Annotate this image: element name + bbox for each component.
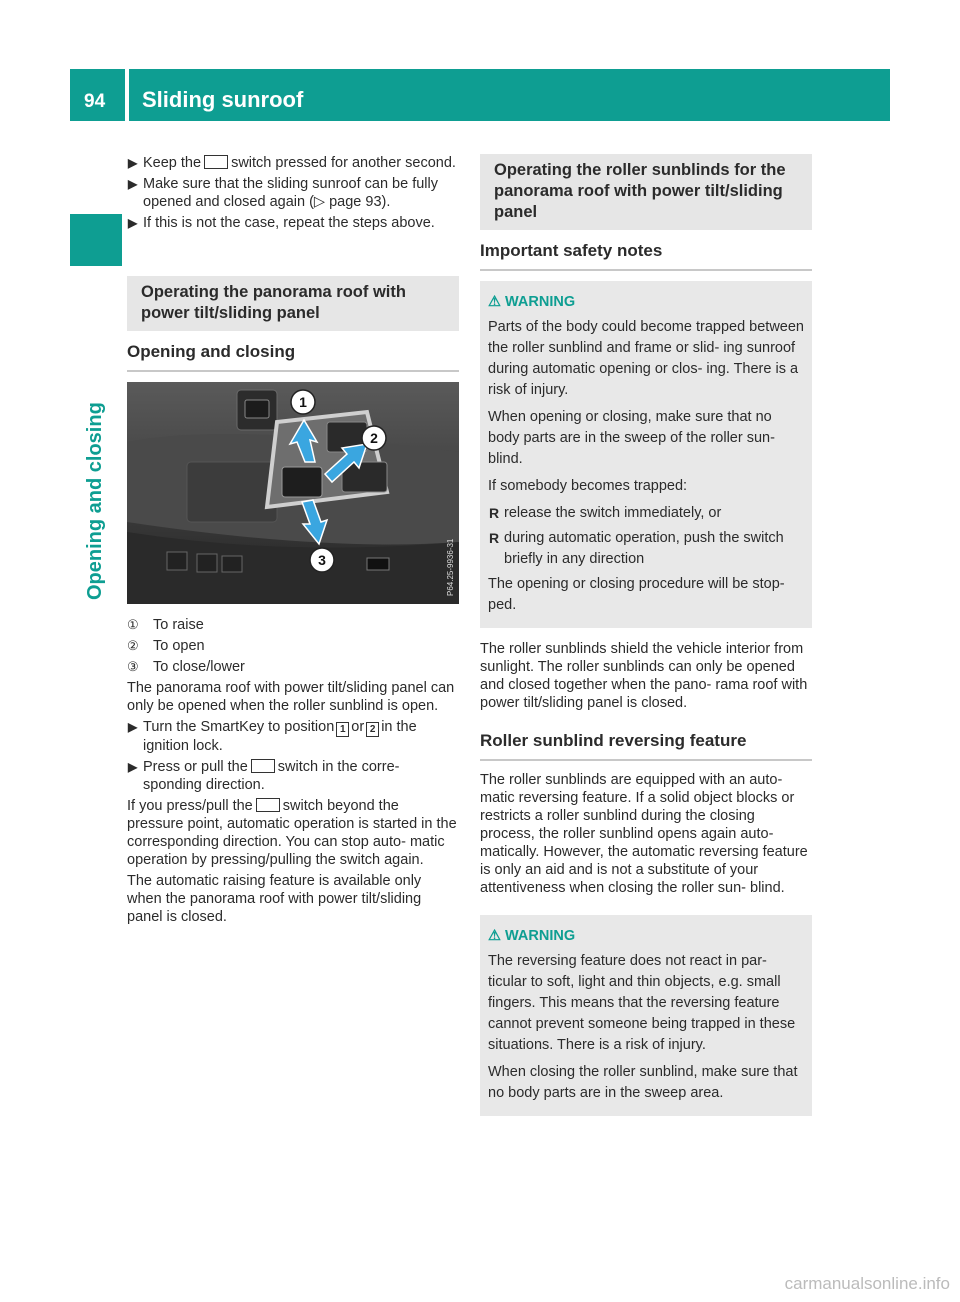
switch-icon xyxy=(204,155,228,169)
svg-text:3: 3 xyxy=(318,552,326,568)
circled-number-2-icon: ② xyxy=(127,638,139,653)
section-title-panorama: Operating the panorama roof with power tilt/sliding panel xyxy=(127,276,459,331)
instruction-keep-pressed: ▶ Keep the switch pressed for another second. xyxy=(128,155,456,171)
arrow-bullet-icon: ▶ xyxy=(128,720,138,734)
paragraph-automatic-operation: If you press/pull the switch beyond the pressure point, automatic operation is started in the corresponding direction. You can stop auto- matic operation by pressing/pulling the switch again. xyxy=(127,798,457,868)
arrow-bullet-icon: ▶ xyxy=(128,216,138,230)
instruction-smartkey: ▶ Turn the SmartKey to position 1 or 2 in the ignition lock. xyxy=(128,719,417,754)
warning-triangle-icon: ⚠ xyxy=(488,294,501,310)
warning-bullet: R during automatic operation, push the switch briefly in any direction xyxy=(489,530,784,567)
page-number: 94 xyxy=(84,91,106,112)
switch-icon xyxy=(256,798,280,812)
page-title: Sliding sunroof xyxy=(142,87,304,112)
arrow-bullet-icon: ▶ xyxy=(128,156,138,170)
arrow-bullet-icon: ▶ xyxy=(128,177,138,191)
instruction-repeat: ▶ If this is not the case, repeat the steps above. xyxy=(128,215,435,231)
left-column xyxy=(127,154,459,929)
svg-text:1: 1 xyxy=(299,394,307,410)
warning-text: The opening or closing procedure will be stop- ped. xyxy=(488,576,785,613)
instruction-check-sunroof: ▶ Make sure that the sliding sunroof can be fully opened and closed again (▷ page 93). xyxy=(128,176,438,210)
warning-text: When opening or closing, make sure that no body parts are in the sweep of the roller sun- blind. xyxy=(488,409,775,467)
warning-bullet: R release the switch immediately, or xyxy=(488,503,804,524)
watermark: carmanualsonline.info xyxy=(784,1274,950,1293)
subheading-safety-notes: Important safety notes xyxy=(480,230,812,271)
warning-title: ⚠ WARNING xyxy=(488,928,576,944)
paragraph-sunblind-shield: The roller sunblinds shield the vehicle interior from sunlight. The roller sunblinds can only be opened and closed together when the pano- rama roof with power tilt/sliding panel is closed. xyxy=(480,641,808,711)
warning-box-trapped xyxy=(480,281,812,628)
right-column xyxy=(480,154,812,1116)
chapter-label-text: Opening and closing xyxy=(84,402,106,600)
paragraph-open-condition: The panorama roof with power tilt/sliding panel can only be opened when the roller sunblind is open. xyxy=(127,680,455,714)
subheading-opening-closing: Opening and closing xyxy=(127,331,459,372)
paragraph-reversing-feature: The roller sunblinds are equipped with an auto- matic reversing feature. If a solid object blocks or restricts a roller sunblind during the closing process, the roller sunblind opens again auto- matically. However, the automatic reversing feature is only an aid and is not a substitute of your attentiveness when closing the roller sun- blind. xyxy=(480,772,808,896)
photo-code: P64.25-9936-31 xyxy=(446,538,455,596)
key-position-2-icon: 2 xyxy=(366,722,379,737)
warning-text: The reversing feature does not react in par- ticular to soft, light and thin objects, e.g. small fingers. This means that the reversing feature cannot prevent someone being trapped in these situations. There is a risk of injury. xyxy=(488,953,796,1053)
section-title-roller-sunblinds: Operating the roller sunblinds for the panorama roof with power tilt/sliding panel xyxy=(480,154,812,230)
switch-icon xyxy=(251,759,275,773)
paragraph-automatic-raising: The automatic raising feature is available only when the panorama roof with power tilt/sliding panel is closed. xyxy=(127,873,422,925)
chapter-tab xyxy=(70,214,122,266)
instruction-press-pull: ▶ Press or pull the switch in the corre- sponding direction. xyxy=(128,759,400,793)
warning-text: When closing the roller sunblind, make sure that no body parts are in the sweep area. xyxy=(488,1064,798,1101)
page-header xyxy=(70,69,890,121)
legend-item-2: ② To open xyxy=(127,638,205,654)
arrow-bullet-icon: ▶ xyxy=(128,760,138,774)
legend-item-1: ① To raise xyxy=(127,617,204,633)
warning-text: If somebody becomes trapped: xyxy=(488,478,688,494)
chapter-label xyxy=(84,402,124,640)
circled-number-3-icon: ③ xyxy=(127,659,139,674)
r-bullet-icon: R xyxy=(489,505,500,521)
page-ref-link[interactable]: page 93 xyxy=(329,194,382,210)
warning-text: Parts of the body could become trapped between the roller sunblind and frame or slid- ing sunroof during automatic opening or clos- ing. There is a risk of injury. xyxy=(488,319,804,398)
roof-switch-photo xyxy=(127,382,459,604)
r-bullet-icon: R xyxy=(489,530,500,546)
svg-text:2: 2 xyxy=(370,430,378,446)
circled-number-1-icon: ① xyxy=(127,617,139,632)
key-position-1-icon: 1 xyxy=(336,722,349,737)
warning-title: ⚠ WARNING xyxy=(488,294,576,310)
legend-item-3: ③ To close/lower xyxy=(127,659,245,675)
subheading-reversing-feature: Roller sunblind reversing feature xyxy=(480,720,812,761)
header-divider xyxy=(125,69,129,121)
warning-triangle-icon: ⚠ xyxy=(488,928,501,944)
page-ref-arrow-icon: ▷ xyxy=(313,194,330,210)
warning-box-reversing xyxy=(480,915,812,1116)
